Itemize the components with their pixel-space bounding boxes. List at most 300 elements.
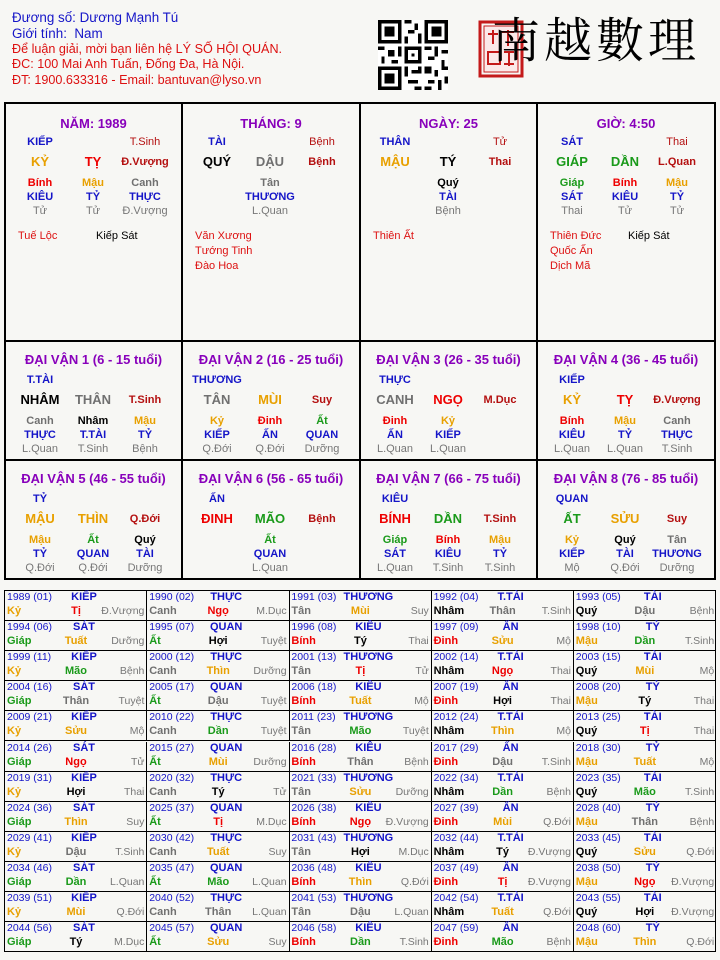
year-branch: Ngọ	[65, 755, 87, 768]
dai-van-ten-god: TỶ	[32, 493, 48, 505]
hidden-stem: Bính	[612, 177, 638, 189]
pillar-phase: Đ.Vượng	[121, 156, 169, 168]
year-branch: Thân	[205, 906, 232, 918]
year-cell	[147, 681, 289, 711]
shen-sha-star: Kiếp Sát	[628, 230, 670, 242]
year-branch: Dậu	[492, 755, 513, 768]
hidden-ten-god: TỶ	[669, 191, 685, 203]
year-life-stage: Mộ	[699, 755, 715, 768]
shen-sha-star: Thiên Đức	[550, 230, 602, 242]
header-info	[12, 10, 282, 89]
year-label: 1996 (08)	[291, 621, 337, 634]
year-life-stage: Thai	[123, 785, 145, 798]
pillar-life-stage: T.Sinh	[129, 136, 161, 148]
year-stem: Giáp	[7, 936, 32, 949]
hidden-life-stage: T.Sinh	[432, 562, 464, 574]
year-stem: Bính	[291, 875, 316, 888]
main-chart	[4, 102, 716, 580]
dai-van-stem: CANH	[376, 392, 414, 407]
dai-van-ten-god: KIÊU	[381, 493, 409, 505]
pillar-2	[183, 104, 361, 342]
dai-van-branch: THÌN	[77, 511, 109, 526]
year-label: 2017 (29)	[433, 741, 479, 754]
pillar-phase: Thai	[488, 156, 512, 168]
year-cell	[574, 922, 716, 952]
year-stem: Nhâm	[433, 785, 465, 798]
year-cell	[432, 591, 574, 621]
year-cell	[432, 802, 574, 832]
year-label: 2040 (52)	[149, 892, 195, 904]
hidden-ten-god: KIÊU	[26, 191, 54, 203]
dai-van-6	[183, 461, 361, 580]
year-label: 1994 (06)	[7, 621, 52, 634]
shen-sha-star: Đào Hoa	[195, 260, 239, 272]
year-stem: Đinh	[433, 815, 459, 828]
year-cell	[147, 742, 289, 772]
hidden-stem: Canh	[131, 177, 159, 189]
hidden-ten-god: SÁT	[561, 191, 583, 203]
year-ten-god: TÀI	[643, 591, 662, 603]
dai-van-life-stage: M.Dục	[483, 394, 517, 406]
year-ten-god: TỶ	[645, 681, 660, 694]
year-life-stage: T.Sinh	[399, 936, 429, 949]
year-life-stage: Đ.Vượng	[527, 875, 571, 888]
dai-van-life-stage: Suy	[311, 394, 333, 406]
year-cell	[289, 681, 431, 711]
dai-van-stem: KỶ	[562, 392, 582, 407]
year-branch: Sửu	[491, 635, 514, 648]
year-label: 2014 (26)	[7, 741, 52, 754]
year-stem: Tân	[291, 665, 311, 678]
year-branch: Mùi	[208, 755, 228, 768]
year-ten-god: SÁT	[73, 922, 95, 935]
year-stem: Ất	[149, 635, 161, 648]
year-label: 1993 (05)	[575, 591, 621, 603]
hidden-life-stage: Q.Đới	[25, 562, 55, 574]
dai-van-4	[538, 342, 714, 461]
hidden-stem: Ất	[87, 534, 99, 546]
dai-van-title: ĐẠI VẬN 1 (6 - 15 tuổi)	[24, 352, 163, 367]
year-branch: Thân	[631, 815, 658, 828]
year-life-stage: Bệnh	[689, 605, 715, 617]
year-ten-god: THƯƠNG	[343, 711, 394, 724]
dai-van-branch: MÙI	[258, 392, 282, 407]
year-life-stage: Bệnh	[404, 755, 429, 768]
year-branch: Tuất	[633, 755, 656, 768]
year-cell	[289, 832, 431, 862]
dai-van-stem: BÍNH	[379, 511, 411, 526]
year-ten-god: SÁT	[73, 741, 95, 754]
year-branch: Mùi	[350, 605, 370, 617]
year-branch: Ngọ	[207, 605, 229, 617]
year-label: 1992 (04)	[433, 591, 479, 603]
year-branch: Tị	[213, 815, 224, 828]
year-stem: Kỷ	[7, 725, 22, 738]
year-life-stage: T.Sinh	[541, 755, 571, 768]
year-cell	[5, 711, 147, 741]
year-label: 2034 (46)	[7, 861, 52, 874]
hidden-stem: Kỷ	[564, 534, 580, 546]
hidden-life-stage: L.Quan	[376, 443, 414, 455]
year-ten-god: TỶ	[645, 922, 660, 935]
year-ten-god: QUAN	[209, 621, 243, 634]
year-life-stage: T.Sinh	[541, 605, 571, 617]
hidden-stem: Quý	[437, 177, 459, 189]
year-cell	[5, 802, 147, 832]
year-stem: Bính	[291, 635, 316, 648]
annual-grid	[4, 590, 716, 952]
dai-van-ten-god: THỰC	[379, 374, 411, 386]
year-stem: Ất	[149, 815, 161, 828]
year-ten-god: KIẾP	[71, 651, 97, 664]
year-cell	[147, 651, 289, 681]
year-branch: Dậu	[350, 906, 371, 918]
year-ten-god: THƯƠNG	[343, 771, 394, 784]
year-label: 2010 (22)	[149, 711, 195, 724]
year-branch: Tuất	[206, 845, 230, 858]
year-life-stage: Đ.Vượng	[671, 875, 715, 888]
year-stem: Mậu	[575, 755, 598, 768]
year-label: 2015 (27)	[149, 741, 195, 754]
year-branch: Tị	[355, 665, 366, 678]
year-cell	[432, 621, 574, 651]
hidden-life-stage: Dưỡng	[659, 562, 695, 574]
year-ten-god: ẤN	[502, 741, 519, 754]
pillar-title: THÁNG: 9	[240, 116, 302, 131]
year-stem: Nhâm	[433, 605, 465, 617]
pillar-earthly-branch: TỴ	[84, 154, 102, 169]
year-ten-god: ẤN	[502, 861, 519, 874]
year-ten-god: THƯƠNG	[343, 831, 394, 844]
year-label: 2045 (57)	[149, 922, 195, 935]
year-branch: Tý	[211, 785, 225, 798]
pillar-life-stage: Bệnh	[309, 136, 335, 148]
year-stem: Ất	[149, 936, 161, 949]
shen-sha-star: Tuế Lộc	[18, 230, 58, 242]
shen-sha-star: Dịch Mã	[550, 260, 591, 272]
year-branch: Hợi	[66, 785, 86, 798]
year-life-stage: L.Quan	[252, 906, 287, 918]
year-life-stage: L.Quan	[252, 875, 287, 888]
year-ten-god: T.TÀI	[497, 771, 524, 784]
year-branch: Thân	[62, 695, 90, 708]
year-cell	[147, 772, 289, 802]
year-branch: Mão	[491, 936, 514, 949]
year-cell	[289, 651, 431, 681]
year-life-stage: Tử	[273, 785, 287, 798]
year-label: 2019 (31)	[7, 771, 52, 784]
year-life-stage: Suy	[268, 845, 287, 858]
year-life-stage: Bệnh	[546, 936, 571, 949]
year-ten-god: QUAN	[209, 861, 243, 874]
year-stem: Mậu	[575, 815, 598, 828]
year-life-stage: Q.Đới	[400, 875, 429, 888]
year-branch: Thìn	[64, 815, 88, 828]
year-ten-god: ẤN	[502, 922, 519, 935]
year-life-stage: L.Quan	[109, 875, 145, 888]
year-stem: Tân	[291, 725, 311, 738]
dai-van-stem: TÂN	[203, 392, 231, 407]
year-branch: Tý	[69, 936, 83, 949]
dai-van-life-stage: T.Sinh	[128, 394, 162, 406]
address-line: ĐC: 100 Mai Anh Tuấn, Đống Đa, Hà Nội.	[12, 57, 245, 72]
year-branch: Dần	[492, 785, 513, 798]
hidden-life-stage: Q.Đới	[78, 562, 108, 574]
year-cell	[432, 651, 574, 681]
dai-van-1	[6, 342, 183, 461]
year-label: 1990 (02)	[149, 591, 195, 603]
dai-van-8	[538, 461, 714, 580]
year-branch: Dần	[207, 725, 229, 738]
year-label: 2038 (50)	[575, 861, 621, 874]
year-ten-god: TỶ	[645, 801, 660, 814]
year-ten-god: TỶ	[645, 861, 660, 874]
pillar-life-stage: Tử	[492, 136, 508, 148]
year-cell	[574, 742, 716, 772]
year-label: 2039 (51)	[7, 892, 52, 904]
year-life-stage: Thai	[693, 725, 715, 738]
year-stem: Đinh	[433, 755, 459, 768]
pillar-phase: L.Quan	[658, 156, 696, 168]
year-ten-god: ẤN	[502, 801, 519, 814]
hidden-life-stage: Bệnh	[435, 205, 461, 217]
year-life-stage: T.Sinh	[115, 845, 145, 858]
year-cell	[574, 892, 716, 922]
year-ten-god: THƯƠNG	[343, 892, 394, 904]
hidden-stem: Quý	[134, 534, 156, 546]
brand-logo: 南越數理	[492, 13, 701, 69]
year-label: 2037 (49)	[433, 861, 479, 874]
year-ten-god: THỰC	[210, 892, 243, 904]
year-cell	[147, 621, 289, 651]
contact-line: Để luận giải, mời bạn liên hệ LÝ SỐ HỘI QUÁN.	[12, 41, 283, 56]
hidden-ten-god: QUAN	[76, 548, 110, 560]
year-label: 2043 (55)	[575, 892, 621, 904]
year-cell	[5, 862, 147, 892]
hidden-life-stage: L.Quan	[251, 205, 289, 217]
hidden-life-stage: Tử	[669, 205, 685, 217]
year-label: 2046 (58)	[291, 922, 337, 935]
year-label: 1989 (01)	[7, 591, 52, 603]
year-branch: Tuất	[64, 635, 88, 648]
year-stem: Quý	[575, 665, 598, 678]
year-stem: Giáp	[7, 755, 32, 768]
dai-van-branch: THÂN	[74, 392, 112, 407]
hidden-life-stage: L.Quan	[606, 443, 644, 455]
hidden-ten-god: TỶ	[492, 548, 508, 560]
year-stem: Kỷ	[7, 845, 22, 858]
dai-van-life-stage: Đ.Vượng	[653, 394, 701, 406]
year-stem: Mậu	[575, 695, 598, 708]
gender-line	[12, 26, 282, 42]
hidden-life-stage: Tử	[617, 205, 633, 217]
year-ten-god: KIÊU	[355, 861, 382, 874]
hidden-ten-god: TỶ	[32, 548, 48, 560]
pillar-earthly-branch: DẦN	[610, 154, 640, 169]
year-life-stage: M.Dục	[114, 936, 145, 949]
year-stem: Ất	[149, 755, 161, 768]
year-life-stage: Thai	[408, 635, 429, 648]
year-life-stage: Đ.Vượng	[671, 906, 715, 918]
year-ten-god: THỰC	[210, 651, 243, 664]
year-stem: Giáp	[7, 635, 32, 648]
hidden-stem: Mậu	[666, 177, 688, 189]
year-stem: Nhâm	[433, 725, 465, 738]
year-life-stage: Dưỡng	[111, 635, 145, 648]
hidden-stem: Nhâm	[77, 415, 109, 427]
year-stem: Giáp	[7, 695, 32, 708]
year-label: 2026 (38)	[291, 801, 337, 814]
year-label: 2002 (14)	[433, 651, 479, 664]
dai-van-title: ĐẠI VẬN 4 (36 - 45 tuổi)	[553, 352, 699, 367]
year-cell	[5, 681, 147, 711]
hidden-ten-god: THỰC	[661, 429, 693, 441]
hidden-life-stage: T.Sinh	[661, 443, 693, 455]
year-branch: Thân	[347, 755, 374, 768]
dai-van-title: ĐẠI VẬN 8 (76 - 85 tuổi)	[553, 471, 699, 486]
year-stem: Nhâm	[433, 845, 465, 858]
year-branch: Hợi	[635, 906, 655, 918]
hidden-stem: Quý	[614, 534, 636, 546]
year-life-stage: Đ.Vượng	[385, 815, 429, 828]
year-cell	[147, 892, 289, 922]
year-life-stage: Suy	[126, 815, 145, 828]
hidden-ten-god: TỶ	[617, 429, 633, 441]
year-stem: Đinh	[433, 635, 459, 648]
year-branch: Tuất	[491, 906, 514, 918]
year-stem: Đinh	[433, 936, 459, 949]
year-ten-god: SÁT	[73, 801, 95, 814]
year-stem: Tân	[291, 906, 311, 918]
year-ten-god: T.TÀI	[497, 651, 524, 664]
year-stem: Quý	[575, 725, 598, 738]
dai-van-life-stage: Suy	[666, 513, 688, 525]
year-branch: Mão	[65, 665, 87, 678]
hidden-life-stage: Q.Đới	[255, 443, 285, 455]
year-stem: Canh	[149, 785, 177, 798]
hidden-stem: Canh	[26, 415, 54, 427]
year-stem: Nhâm	[433, 906, 465, 918]
year-ten-god: QUAN	[209, 801, 243, 814]
year-life-stage: Đ.Vượng	[101, 605, 145, 617]
year-branch: Ngọ	[634, 875, 656, 888]
year-label: 1999 (11)	[7, 651, 52, 664]
pillar-3	[361, 104, 538, 342]
year-branch: Mão	[633, 785, 656, 798]
hidden-ten-god: TÀI	[136, 548, 154, 560]
hidden-stem: Tân	[667, 534, 687, 546]
hidden-stem: Ất	[264, 534, 276, 546]
year-ten-god: THƯƠNG	[343, 651, 394, 664]
dai-van-title: ĐẠI VẬN 5 (46 - 55 tuổi)	[21, 471, 166, 486]
hidden-life-stage: Bệnh	[132, 443, 158, 455]
year-cell	[5, 922, 147, 952]
year-stem: Kỷ	[7, 605, 22, 617]
dai-van-ten-god: KIẾP	[559, 374, 585, 386]
pillar-title: GIỜ: 4:50	[596, 116, 656, 131]
dai-van-stem: NHÂM	[20, 392, 60, 407]
year-branch: Sửu	[207, 936, 230, 949]
year-cell	[574, 681, 716, 711]
year-branch: Thìn	[206, 665, 230, 678]
year-life-stage: Tuyệt	[260, 635, 287, 648]
hidden-stem: Bính	[559, 415, 585, 427]
year-branch: Tý	[353, 635, 367, 648]
hidden-ten-god: THƯƠNG	[245, 191, 295, 203]
gender-value: Nam	[74, 25, 103, 41]
year-branch: Tị	[639, 725, 650, 738]
year-cell	[147, 802, 289, 832]
year-ten-god: KIẾP	[71, 831, 97, 844]
year-ten-god: QUAN	[209, 922, 243, 935]
hidden-life-stage: Tử	[32, 205, 48, 217]
year-cell	[5, 832, 147, 862]
dai-van-ten-god: T.TÀI	[26, 374, 54, 386]
year-ten-god: TỶ	[645, 621, 660, 634]
year-cell	[432, 922, 574, 952]
year-cell	[432, 862, 574, 892]
pillar-earthly-branch: DẬU	[255, 154, 285, 169]
year-label: 2033 (45)	[575, 831, 621, 844]
year-cell	[574, 711, 716, 741]
dai-van-3	[361, 342, 538, 461]
year-stem: Kỷ	[7, 906, 22, 918]
year-stem: Mậu	[575, 936, 598, 949]
hidden-ten-god: ẤN	[262, 429, 278, 441]
pillar-title: NGÀY: 25	[419, 116, 478, 131]
hidden-ten-god: THỰC	[24, 429, 56, 441]
year-cell	[574, 651, 716, 681]
year-cell	[574, 832, 716, 862]
hidden-stem: Canh	[663, 415, 691, 427]
year-cell	[289, 621, 431, 651]
hidden-life-stage: L.Quan	[376, 562, 414, 574]
hidden-ten-god: THƯƠNG	[652, 548, 702, 560]
hidden-life-stage: T.Sinh	[484, 562, 516, 574]
year-cell	[432, 742, 574, 772]
year-branch: Tuất	[349, 695, 372, 708]
year-label: 2021 (33)	[291, 771, 337, 784]
hidden-ten-god: TÀI	[616, 548, 634, 560]
pillar-ten-god: SÁT	[561, 136, 583, 148]
year-cell	[574, 802, 716, 832]
pillar-phase: Bệnh	[308, 156, 336, 168]
year-life-stage: T.Sinh	[685, 785, 715, 798]
year-branch: Hợi	[350, 845, 370, 858]
year-branch: Thân	[489, 605, 516, 617]
hidden-ten-god: TỶ	[85, 191, 101, 203]
dai-van-branch: MÃO	[254, 511, 286, 526]
phone-email-line: ĐT: 1900.633316 - Email: bantuvan@lyso.vn	[12, 73, 262, 88]
dai-van-title: ĐẠI VẬN 6 (56 - 65 tuổi)	[198, 471, 344, 486]
pillar-heavenly-stem: KỶ	[30, 154, 50, 169]
year-branch: Tý	[638, 695, 652, 708]
dai-van-branch: TỴ	[616, 392, 634, 407]
dai-van-branch: NGỌ	[433, 392, 463, 407]
year-stem: Nhâm	[433, 665, 465, 678]
year-branch: Tý	[496, 845, 510, 858]
year-cell	[574, 591, 716, 621]
hidden-ten-god: TÀI	[439, 191, 457, 203]
year-life-stage: Bệnh	[119, 665, 145, 678]
hidden-life-stage: L.Quan	[21, 443, 59, 455]
pillar-heavenly-stem: GIÁP	[556, 154, 588, 169]
year-ten-god: TỶ	[645, 741, 660, 754]
year-cell	[432, 832, 574, 862]
dai-van-life-stage: Bệnh	[308, 513, 336, 525]
year-life-stage: Mộ	[556, 635, 571, 648]
year-stem: Bính	[291, 695, 316, 708]
